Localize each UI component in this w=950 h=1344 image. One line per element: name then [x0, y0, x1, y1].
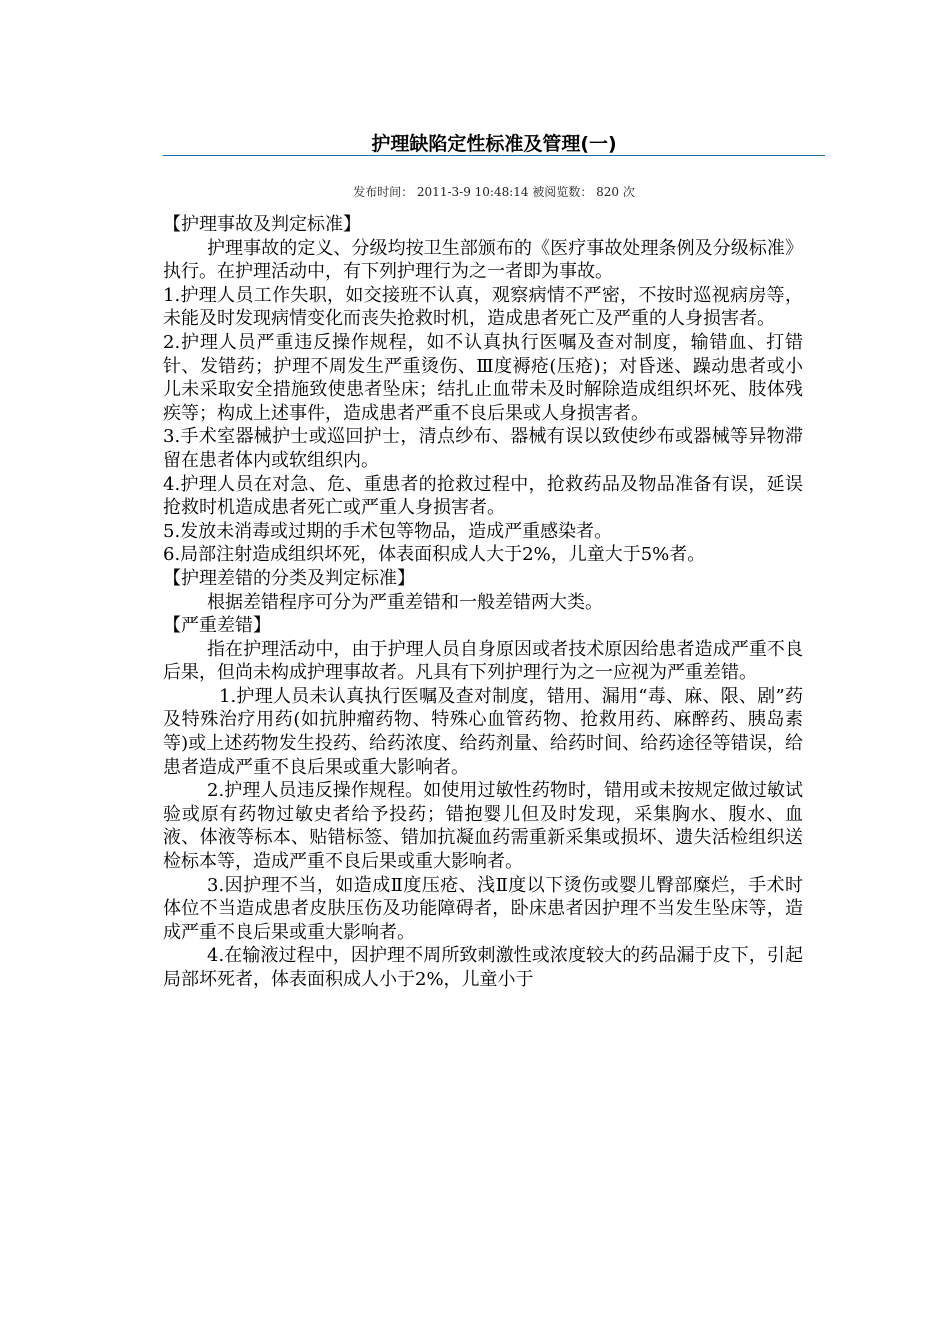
- title-divider: [163, 155, 825, 156]
- accident-item-6: 6.局部注射造成组织坏死，体表面积成人大于2%，儿童大于5%者。: [163, 544, 706, 566]
- paragraph-serious-error-definition: 指在护理活动中，由于护理人员自身原因或者技术原因给患者造成严重不良后果，但尚未构成护理事故者。凡具有下列护理行为之一应视为严重差错。: [163, 638, 803, 684]
- serious-error-item-3: 3.因护理不当，如造成Ⅱ度压疮、浅Ⅱ度以下烫伤或婴儿臀部糜烂，手术时体位不当造成患者皮肤压伤及功能障碍者，卧床患者因护理不当发生坠床等，造成严重不良后果或重大影响者。: [163, 874, 803, 943]
- section-heading-error-classification: 【护理差错的分类及判定标准】: [163, 567, 415, 589]
- accident-item-1: 1.护理人员工作失职，如交接班不认真，观察病情不严密，不按时巡视病房等，未能及时发现病情变化而丧失抢救时机，造成患者死亡及严重的人身损害者。: [163, 284, 803, 330]
- paragraph-error-classification: 根据差错程序可分为严重差错和一般差错两大类。: [207, 591, 603, 613]
- article-body: [163, 213, 803, 992]
- serious-error-item-2: 2.护理人员违反操作规程。如使用过敏性药物时，错用或未按规定做过敏试验或原有药物过敏史者给予投药；错抱婴儿但及时发现，采集胸水、腹水、血液、体液等标本、贴错标签、错加抗凝血药需重新采集或损坏、遗失活检组织送检标本等，造成严重不良后果或重大影响者。: [163, 780, 803, 873]
- accident-item-5: 5.发放未消毒或过期的手术包等物品，造成严重感染者。: [163, 520, 613, 542]
- section-heading-serious-error: 【严重差错】: [163, 615, 271, 637]
- accident-item-4: 4.护理人员在对急、危、重患者的抢救过程中，抢救药品及物品准备有误，延误抢救时机造成患者死亡或严重人身损害者。: [163, 473, 803, 519]
- accident-item-3: 3.手术室器械护士或巡回护士，清点纱布、器械有误以致使纱布或器械等异物滞留在患者体内或软组织内。: [163, 426, 803, 471]
- page-title: 护理缺陷定性标准及管理(一): [371, 133, 617, 155]
- serious-error-item-4: 4.在输液过程中，因护理不周所致刺激性或浓度较大的药品漏于皮下，引起局部坏死者，体表面积成人小于2%，儿童小于: [163, 945, 803, 990]
- publish-meta: 发布时间： 2011-3-9 10:48:14 被阅览数： 820 次: [353, 185, 635, 199]
- serious-error-item-1: 1.护理人员未认真执行医嘱及查对制度，错用、漏用“毒、麻、限、剧”药及特殊治疗用药(如抗肿瘤药物、特殊心血管药物、抢救用药、麻醉药、胰岛素等)或上述药物发生投药、给药浓度、给药剂量、给药时间、给药途径等错误，给患者造成严重不良后果或重大影响者。: [163, 685, 803, 778]
- paragraph-accident-definition: 护理事故的定义、分级均按卫生部颁布的《医疗事故处理条例及分级标准》执行。在护理活动中，有下列护理行为之一者即为事故。: [163, 237, 803, 283]
- accident-item-2: 2.护理人员严重违反操作规程，如不认真执行医嘱及查对制度，输错血、打错针、发错药；护理不周发生严重烫伤、Ⅲ度褥疮(压疮)；对昏迷、躁动患者或小儿未采取安全措施致使患者坠床；结扎止血带未及时解除造成组织坏死、肢体残疾等；构成上述事件，造成患者严重不良后果或人身损害者。: [163, 331, 803, 424]
- section-heading-accident: 【护理事故及判定标准】: [163, 214, 361, 235]
